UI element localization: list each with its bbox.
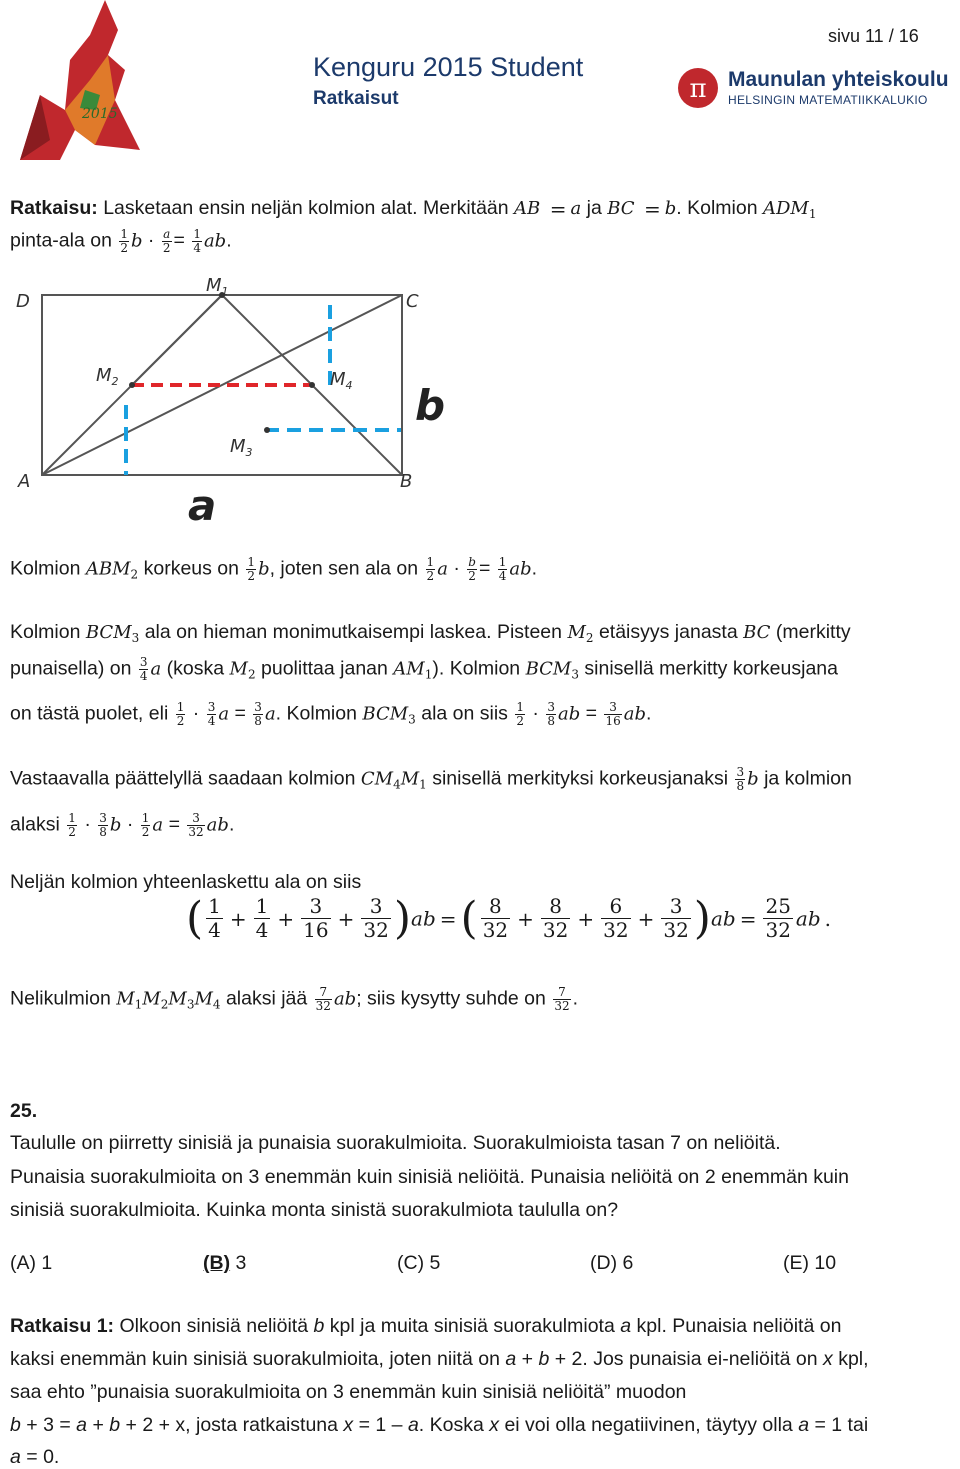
- school-subtitle: HELSINGIN MATEMATIIKKALUKIO: [728, 93, 928, 107]
- problem-line-3: sinisiä suorakulmioita. Kuinka monta sinistä suorakulmiota taululla on?: [10, 1199, 619, 1221]
- answer-option-d: (D) 6: [590, 1252, 634, 1274]
- label-B: B: [400, 471, 413, 492]
- svg-text:2015: 2015: [82, 106, 118, 122]
- label-C: C: [406, 291, 419, 312]
- answer-option-a: (A) 1: [10, 1252, 53, 1274]
- header-title: Kenguru 2015 Student: [313, 52, 584, 82]
- school-logo: [676, 66, 949, 110]
- label-A: A: [18, 471, 31, 492]
- solution-line-3: Kolmion $ABM_2$ korkeus on $\frac{1}{2}$ b, joten sen ala on $\frac{1}{2}$ a · $\frac{b}{2}$ = $\frac{1}{4}$ ab.: [10, 555, 538, 583]
- solution-lead: Ratkaisu:: [10, 197, 98, 219]
- solution-line-10: Nelikulmion $M_1M_2M_3M_4$ alaksi jää $\frac{7}{32}$ ab; siis kysytty suhde on $\frac{7}{32}$ .: [10, 985, 579, 1013]
- solution25-line-4: b + 3 = a + b + 2 + x, josta ratkaistuna x = 1 – a. Koska x ei voi olla negatiivinen, täytyy olla a = 1 tai: [10, 1414, 869, 1436]
- solution25-line-2: kaksi enemmän kuin sinisiä suorakulmioita, joten niitä on a + b + 2. Jos punaisia ei-neliöitä on x kpl,: [10, 1348, 869, 1370]
- svg-text:π: π: [689, 74, 707, 104]
- solution25-line-1: Ratkaisu 1: Olkoon sinisiä neliöitä b kpl ja muita sinisiä suorakulmiota a kpl. Punaisia neliöitä on: [10, 1315, 842, 1337]
- solution-line-9: Neljän kolmion yhteenlaskettu ala on siis: [10, 871, 362, 893]
- solution-line-8: alaksi $\frac{1}{2}$ · $\frac{3}{8}$ b · $\frac{1}{2}$ a = $\frac{3}{32}$ ab.: [10, 811, 235, 839]
- solution-line-1: Ratkaisu: Lasketaan ensin neljän kolmion alat. Merkitään AB = a ja BC = b. Kolmion $ADM_1$: [10, 196, 817, 221]
- label-M4: $M_4$: [330, 369, 353, 392]
- label-M2: $M_2$: [96, 365, 119, 388]
- solution25-line-3: saa ehto ”punaisia suorakulmioita on 3 enemmän kuin sinisiä neliöitä” muodon: [10, 1381, 687, 1403]
- solution25-line-5: a = 0.: [10, 1446, 60, 1468]
- correct-answer-key: (B): [203, 1252, 231, 1274]
- page-indicator: sivu 11 / 16: [828, 26, 919, 46]
- solution-line-2: pinta-ala on $\frac{1}{2}$ b · $\frac{a}{2}$ = $\frac{1}{4}$ ab.: [10, 227, 232, 255]
- label-M3: $M_3$: [230, 436, 253, 459]
- solution-line-7: Vastaavalla päättelyllä saadaan kolmion $CM_4M_1$ sinisellä merkityksi korkeusjanaksi $\frac{3}{8}$ b ja kolmion: [10, 765, 852, 793]
- answer-option-b: (B) 3: [203, 1252, 247, 1274]
- solution-line-4: Kolmion $BCM_3$ ala on hieman monimutkaisempi laskea. Pisteen $M_2$ etäisyys janasta BC (merkitty: [10, 621, 851, 645]
- school-name: Maunulan yhteiskoulu: [728, 68, 949, 91]
- answer-option-e: (E) 10: [783, 1252, 837, 1274]
- header-subtitle: Ratkaisut: [313, 88, 399, 109]
- sum-equation: ( $\frac{1}{4}$ + $\frac{1}{4}$ + $\frac{3}{16}$ + $\frac{3}{32}$ )ab =( $\frac{8}{32}$ + $\frac{8}{32}$ + $\frac{6}{32}$ + $\frac{3}{32}$ )ab = $\frac{25}{32}$ ab .: [186, 893, 832, 944]
- problem-number: 25.: [10, 1100, 38, 1122]
- label-D: D: [16, 291, 30, 312]
- answer-option-c: (C) 5: [397, 1252, 441, 1274]
- geometry-diagram: [10, 275, 470, 530]
- solution-line-5: punaisella) on $\frac{3}{4}$ a (koska $M_2$ puolittaa janan $AM_1$). Kolmion $BCM_3$ sinisellä merkitty korkeusjana: [10, 655, 838, 683]
- problem-line-1: Taululle on piirretty sinisiä ja punaisia suorakulmioita. Suorakulmioista tasan 7 on neliöitä.: [10, 1132, 781, 1154]
- kangaroo-logo: [0, 0, 150, 170]
- label-b: b: [415, 381, 446, 430]
- label-M1: $M_1$: [206, 275, 229, 298]
- problem-line-2: Punaisia suorakulmioita on 3 enemmän kuin sinisiä neliöitä. Punaisia neliöitä on 2 enemmän kuin: [10, 1166, 849, 1188]
- label-a: a: [188, 481, 217, 530]
- solution-line-6: on tästä puolet, eli $\frac{1}{2}$ · $\frac{3}{4}$ a = $\frac{3}{8}$ a. Kolmion $BCM_3$ ala on siis $\frac{1}{2}$ · $\frac{3}{8}$ ab = $\frac{3}{16}$ ab.: [10, 700, 652, 728]
